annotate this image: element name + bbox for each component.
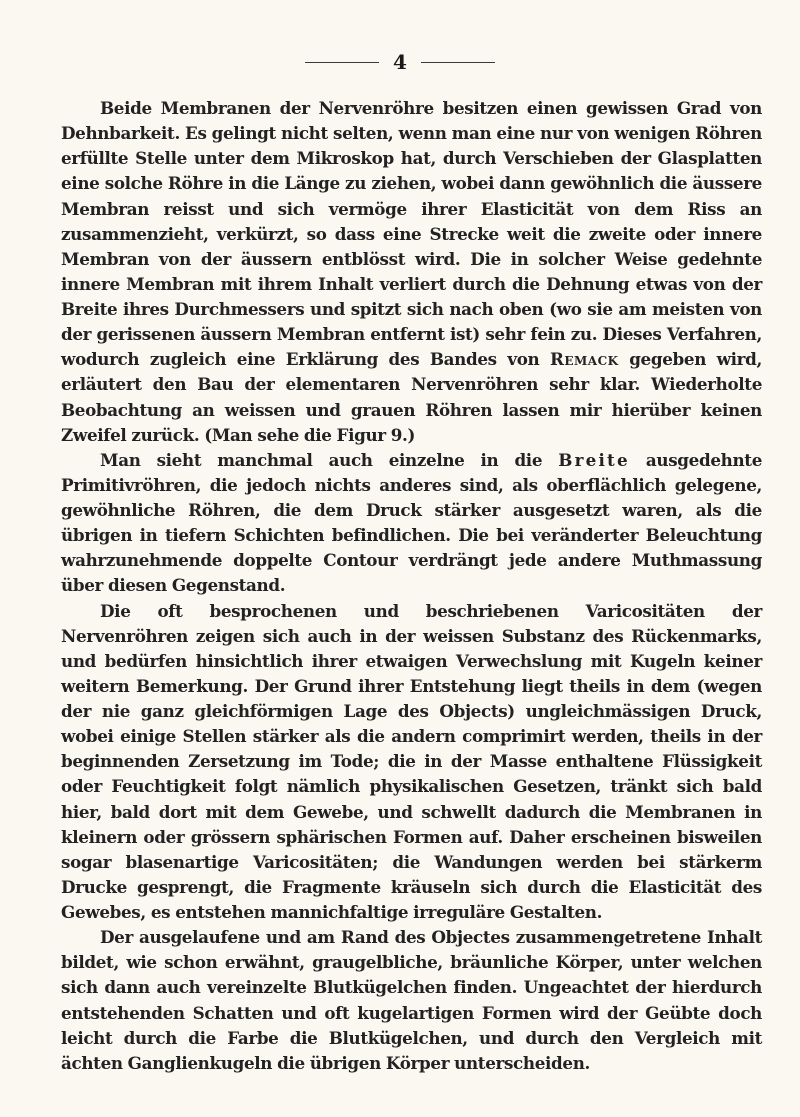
paragraph-text: Beide Membranen der Nervenröhre besitzen einen gewissen Grad von Dehnbarkeit. Es gelingt nicht selten, wenn man eine nur von wenigen Röhren erfüllte Stelle unter dem Mikroskop hat, durch Verschieben der Glasplatten eine solche Röhre in die Länge zu ziehen, wobei dann gewöhnlich die äussere Membran reisst und sich vermöge ihrer Elasticität von dem Riss an zusammenzieht, verkürzt, so dass eine Strecke weit die zweite oder innere Membran von der äussern entblösst wird. Die in solcher Weise gedehnte innere Membran mit ihrem Inhalt verliert durch die Dehnung etwas von der Breite ihres Durchmessers und spitzt sich nach oben (wo sie am meisten von der gerissenen äussern Membran entfernt ist) sehr fein zu. Dieses Verfahren, wodurch zugleich eine Erklärung des Bandes von xyxy=(61,98,762,370)
body-text xyxy=(61,96,762,1076)
header-rule-left xyxy=(305,62,379,63)
header-rule-right xyxy=(421,62,495,63)
page-number: 4 xyxy=(393,50,407,74)
author-name-remack: Remack xyxy=(549,349,619,370)
paragraph xyxy=(61,925,762,1076)
paragraph-text: Man sieht manchmal auch einzelne in die xyxy=(100,449,559,470)
paragraph-text: ausgedehnte Primitivröhren, die jedoch nichts anderes sind, als oberflächlich gelegene, gewöhnliche Röhren, die dem Druck stärker ausgesetzt waren, als die übrigen in tiefern Schichten befindlichen. Die bei veränderter Beleuchtung wahrzunehmende doppelte Contour verdrängt jede andere Muthmassung über diesen Gegenstand. xyxy=(61,449,762,596)
paragraph xyxy=(61,599,762,926)
page-header xyxy=(0,52,800,72)
paragraph-text: Die oft besprochenen und beschriebenen Varicositäten der Nervenröhren zeigen sich auch in der weissen Substanz des Rückenmarks, und bedürfen hinsichtlich ihrer etwaigen Verwechslung mit Kugeln keiner weitern Bemerkung. Der Grund ihrer Entstehung liegt theils in dem (wegen der nie ganz gleichförmigen Lage des Objects) ungleichmässigen Druck, wobei einige Stellen stärker als die andern comprimirt werden, theils in der beginnenden Zersetzung im Tode; die in der Masse enthaltene Flüssigkeit oder Feuchtigkeit folgt nämlich physikalischen Gesetzen, tränkt sich bald hier, bald dort mit dem Gewebe, und schwellt dadurch die Membranen in kleinern oder grössern sphärischen Formen auf. Daher erscheinen bisweilen sogar blasenartige Varicositäten; die Wandungen werden bei stärkerm Drucke gesprengt, die Fragmente kräuseln sich durch die Elasticität des Gewebes, es entstehen mannichfaltige irreguläre Gestalten. xyxy=(61,600,762,922)
paragraph-text: gegeben wird, erläutert den Bau der elementaren Nervenröhren sehr klar. Wiederholte Beobachtung an weissen und grauen Röhren lassen mir hierüber keinen Zweifel zurück. (Man sehe die Figur 9.) xyxy=(61,349,763,445)
paragraph xyxy=(61,96,762,448)
spaced-emphasis-word: Breite xyxy=(558,449,630,470)
paragraph-text: Der ausgelaufene und am Rand des Objectes zusammengetretene Inhalt bildet, wie schon erwähnt, graugelbliche, bräunliche Körper, unter welchen sich dann auch vereinzelte Blutkügelchen finden. Ungeachtet der hierdurch entstehenden Schatten und oft kugelartigen Formen wird der Geübte doch leicht durch die Farbe die Blutkügelchen, und durch den Vergleich mit ächten Ganglienkugeln die übrigen Körper unterscheiden. xyxy=(61,927,762,1073)
paragraph xyxy=(61,448,762,599)
